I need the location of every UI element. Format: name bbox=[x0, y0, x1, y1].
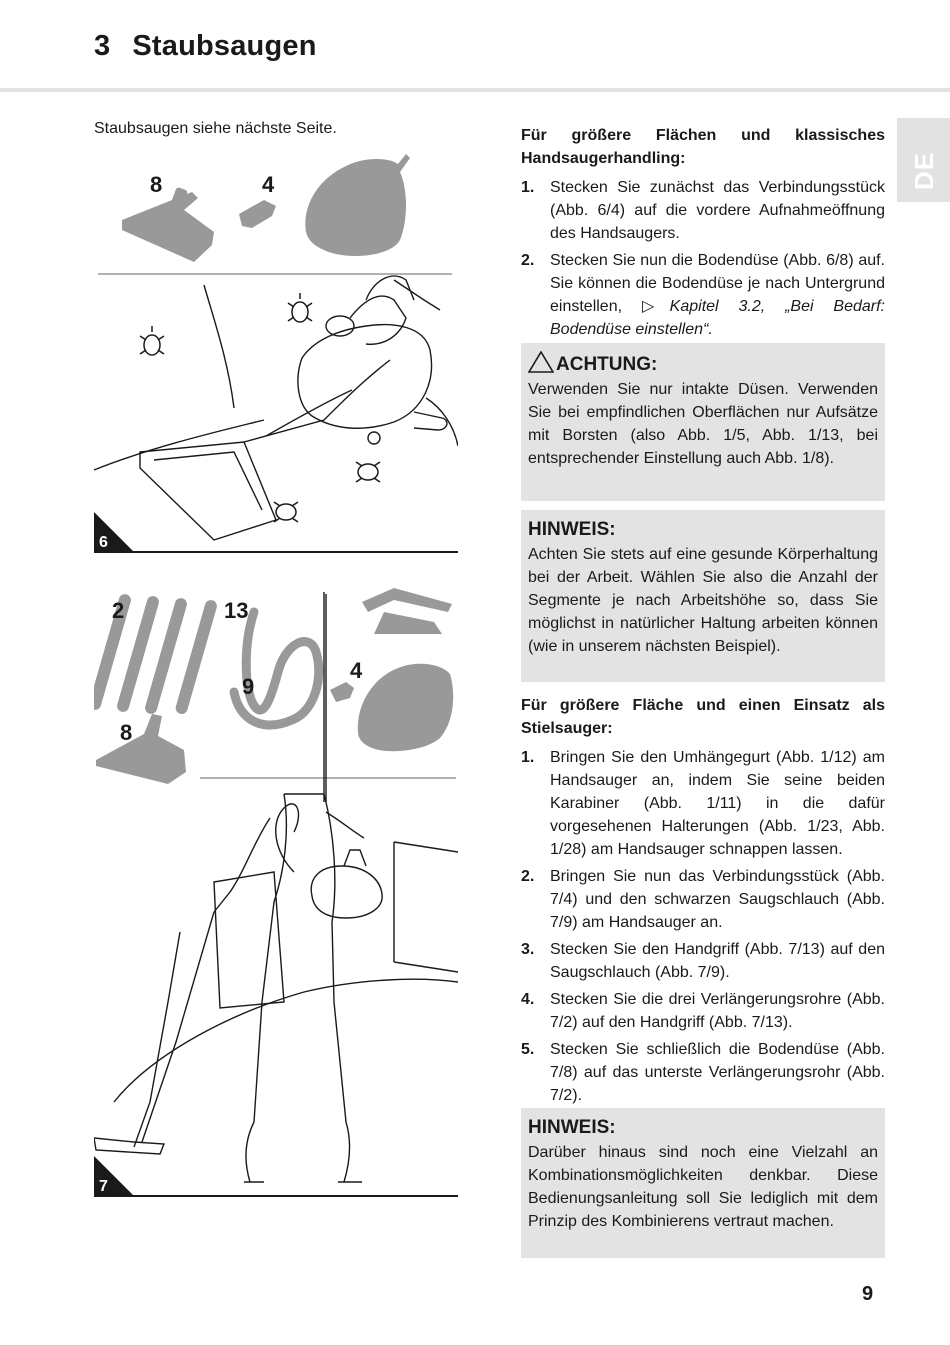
connector-part bbox=[239, 200, 276, 228]
warning-triangle-icon bbox=[528, 351, 554, 373]
handle-part bbox=[362, 588, 452, 634]
intro-text: Staubsaugen siehe nächste Seite. bbox=[94, 120, 337, 137]
callout-8: 8 bbox=[150, 172, 163, 197]
step-item bbox=[521, 938, 885, 984]
step-number: 5. bbox=[521, 1041, 535, 1058]
callout-8: 8 bbox=[120, 720, 133, 745]
section-1 bbox=[521, 124, 885, 345]
figure-6 bbox=[94, 150, 458, 555]
language-tab-label: DE bbox=[909, 151, 939, 190]
callout-4: 4 bbox=[350, 658, 363, 683]
handheld-part-2 bbox=[358, 664, 453, 751]
step-item bbox=[521, 988, 885, 1034]
header-rule bbox=[0, 88, 950, 92]
note-title: HINWEIS: bbox=[528, 1117, 616, 1138]
step-item bbox=[521, 176, 885, 245]
step-item bbox=[521, 249, 885, 341]
note-title: HINWEIS: bbox=[528, 519, 616, 540]
page-number: 9 bbox=[862, 1283, 874, 1305]
floor-nozzle-part-2 bbox=[96, 714, 186, 784]
step-item bbox=[521, 1038, 885, 1107]
step-number: 2. bbox=[521, 252, 535, 269]
figure-number: 6 bbox=[99, 534, 108, 551]
step-number: 4. bbox=[521, 991, 535, 1008]
handheld-part bbox=[305, 154, 410, 256]
warning-title: ACHTUNG: bbox=[556, 354, 658, 375]
hose-part bbox=[234, 612, 319, 725]
callout-2: 2 bbox=[112, 598, 125, 623]
step-text: Stecken Sie die drei Verlängerungsrohre (Abb. 7/2) auf den Handgriff (Abb. 7/13). bbox=[550, 991, 885, 1031]
step-text: Bringen Sie nun das Verbindungsstück (Abb. 7/4) und den schwarzen Saugschlauch (Abb. 7/9) am Handsauger an. bbox=[550, 868, 885, 931]
step-number: 1. bbox=[521, 179, 535, 196]
step-item bbox=[521, 746, 885, 861]
dust-mite-icons bbox=[140, 293, 380, 522]
note-text: Achten Sie stets auf eine gesunde Körperhaltung bei der Arbeit. Wählen Sie also die Anzahl der Segmente je nach Arbeitshöhe so, dass Sie möglichst in natürlicher Haltung arbeiten können (wie in unserem nächsten Beispiel). bbox=[528, 546, 878, 655]
chapter-title: Staubsaugen bbox=[132, 30, 317, 62]
warning-heading bbox=[528, 351, 878, 377]
step-text: Stecken Sie nun die Bodendüse (Abb. 6/8) auf. Sie können die Bodendüse je nach Untergrund einstellen, bbox=[550, 252, 885, 315]
section-2-heading: Für größere Fläche und einen Einsatz als Stielsauger: bbox=[521, 697, 885, 737]
connector-part-2 bbox=[330, 682, 354, 702]
chapter-reference-link[interactable]: ▷Kapitel 3.2, „Bei Bedarf: Bodendüse einstellen“. bbox=[550, 298, 885, 338]
figure-number: 7 bbox=[99, 1178, 108, 1195]
vacuuming-scene bbox=[94, 276, 458, 540]
figure-7-illustration bbox=[94, 582, 458, 1198]
step-text: Stecken Sie den Handgriff (Abb. 7/13) auf den Saugschlauch (Abb. 7/9). bbox=[550, 941, 885, 981]
section-1-steps bbox=[521, 176, 885, 341]
floor-nozzle-part bbox=[122, 187, 214, 262]
callout-13: 13 bbox=[224, 598, 249, 623]
callout-9: 9 bbox=[242, 674, 255, 699]
step-number: 2. bbox=[521, 868, 535, 885]
warning-box bbox=[521, 343, 885, 501]
step-number: 1. bbox=[521, 749, 535, 766]
step-item bbox=[521, 865, 885, 934]
section-2 bbox=[521, 694, 885, 1111]
note-text: Darüber hinaus sind noch eine Vielzahl an Kombinationsmöglichkeiten denkbar. Diese Bedienungsanleitung soll Sie lediglich mit dem Prinzip des Kombinierens vertraut machen. bbox=[528, 1144, 878, 1230]
step-text: Stecken Sie schließlich die Bodendüse (Abb. 7/8) auf das unterste Verlängerungsrohr (Abb. 7/2). bbox=[550, 1041, 885, 1104]
section-1-heading: Für größere Flächen und klassisches Handsaugerhandling: bbox=[521, 127, 885, 167]
note-box-2 bbox=[521, 1108, 885, 1258]
step-text: Stecken Sie zunächst das Verbindungsstück (Abb. 6/4) auf die vordere Aufnahmeöffnung des Handsaugers. bbox=[550, 179, 885, 242]
step-number: 3. bbox=[521, 941, 535, 958]
chapter-heading bbox=[94, 30, 317, 63]
step-text: Bringen Sie den Umhängegurt (Abb. 1/12) am Handsauger an, indem Sie seine beiden Karabiner (Abb. 1/11) in die dafür vorgesehenen Halterungen (Abb. 1/23, Abb. 1/28) am Handsauger schnappen lassen. bbox=[550, 749, 885, 858]
warning-text: Verwenden Sie nur intakte Düsen. Verwenden Sie bei empfindlichen Oberflächen nur Aufsätze mit Borsten (also Abb. 1/5, Abb. 1/13, bei entsprechender Einstellung auch Abb. 1/8). bbox=[528, 381, 878, 467]
figure-6-illustration bbox=[94, 150, 458, 555]
chapter-number: 3 bbox=[94, 30, 111, 62]
section-2-steps bbox=[521, 746, 885, 1107]
language-tab bbox=[897, 118, 950, 202]
note-box-1 bbox=[521, 510, 885, 682]
figure-7 bbox=[94, 582, 458, 1198]
callout-4: 4 bbox=[262, 172, 275, 197]
